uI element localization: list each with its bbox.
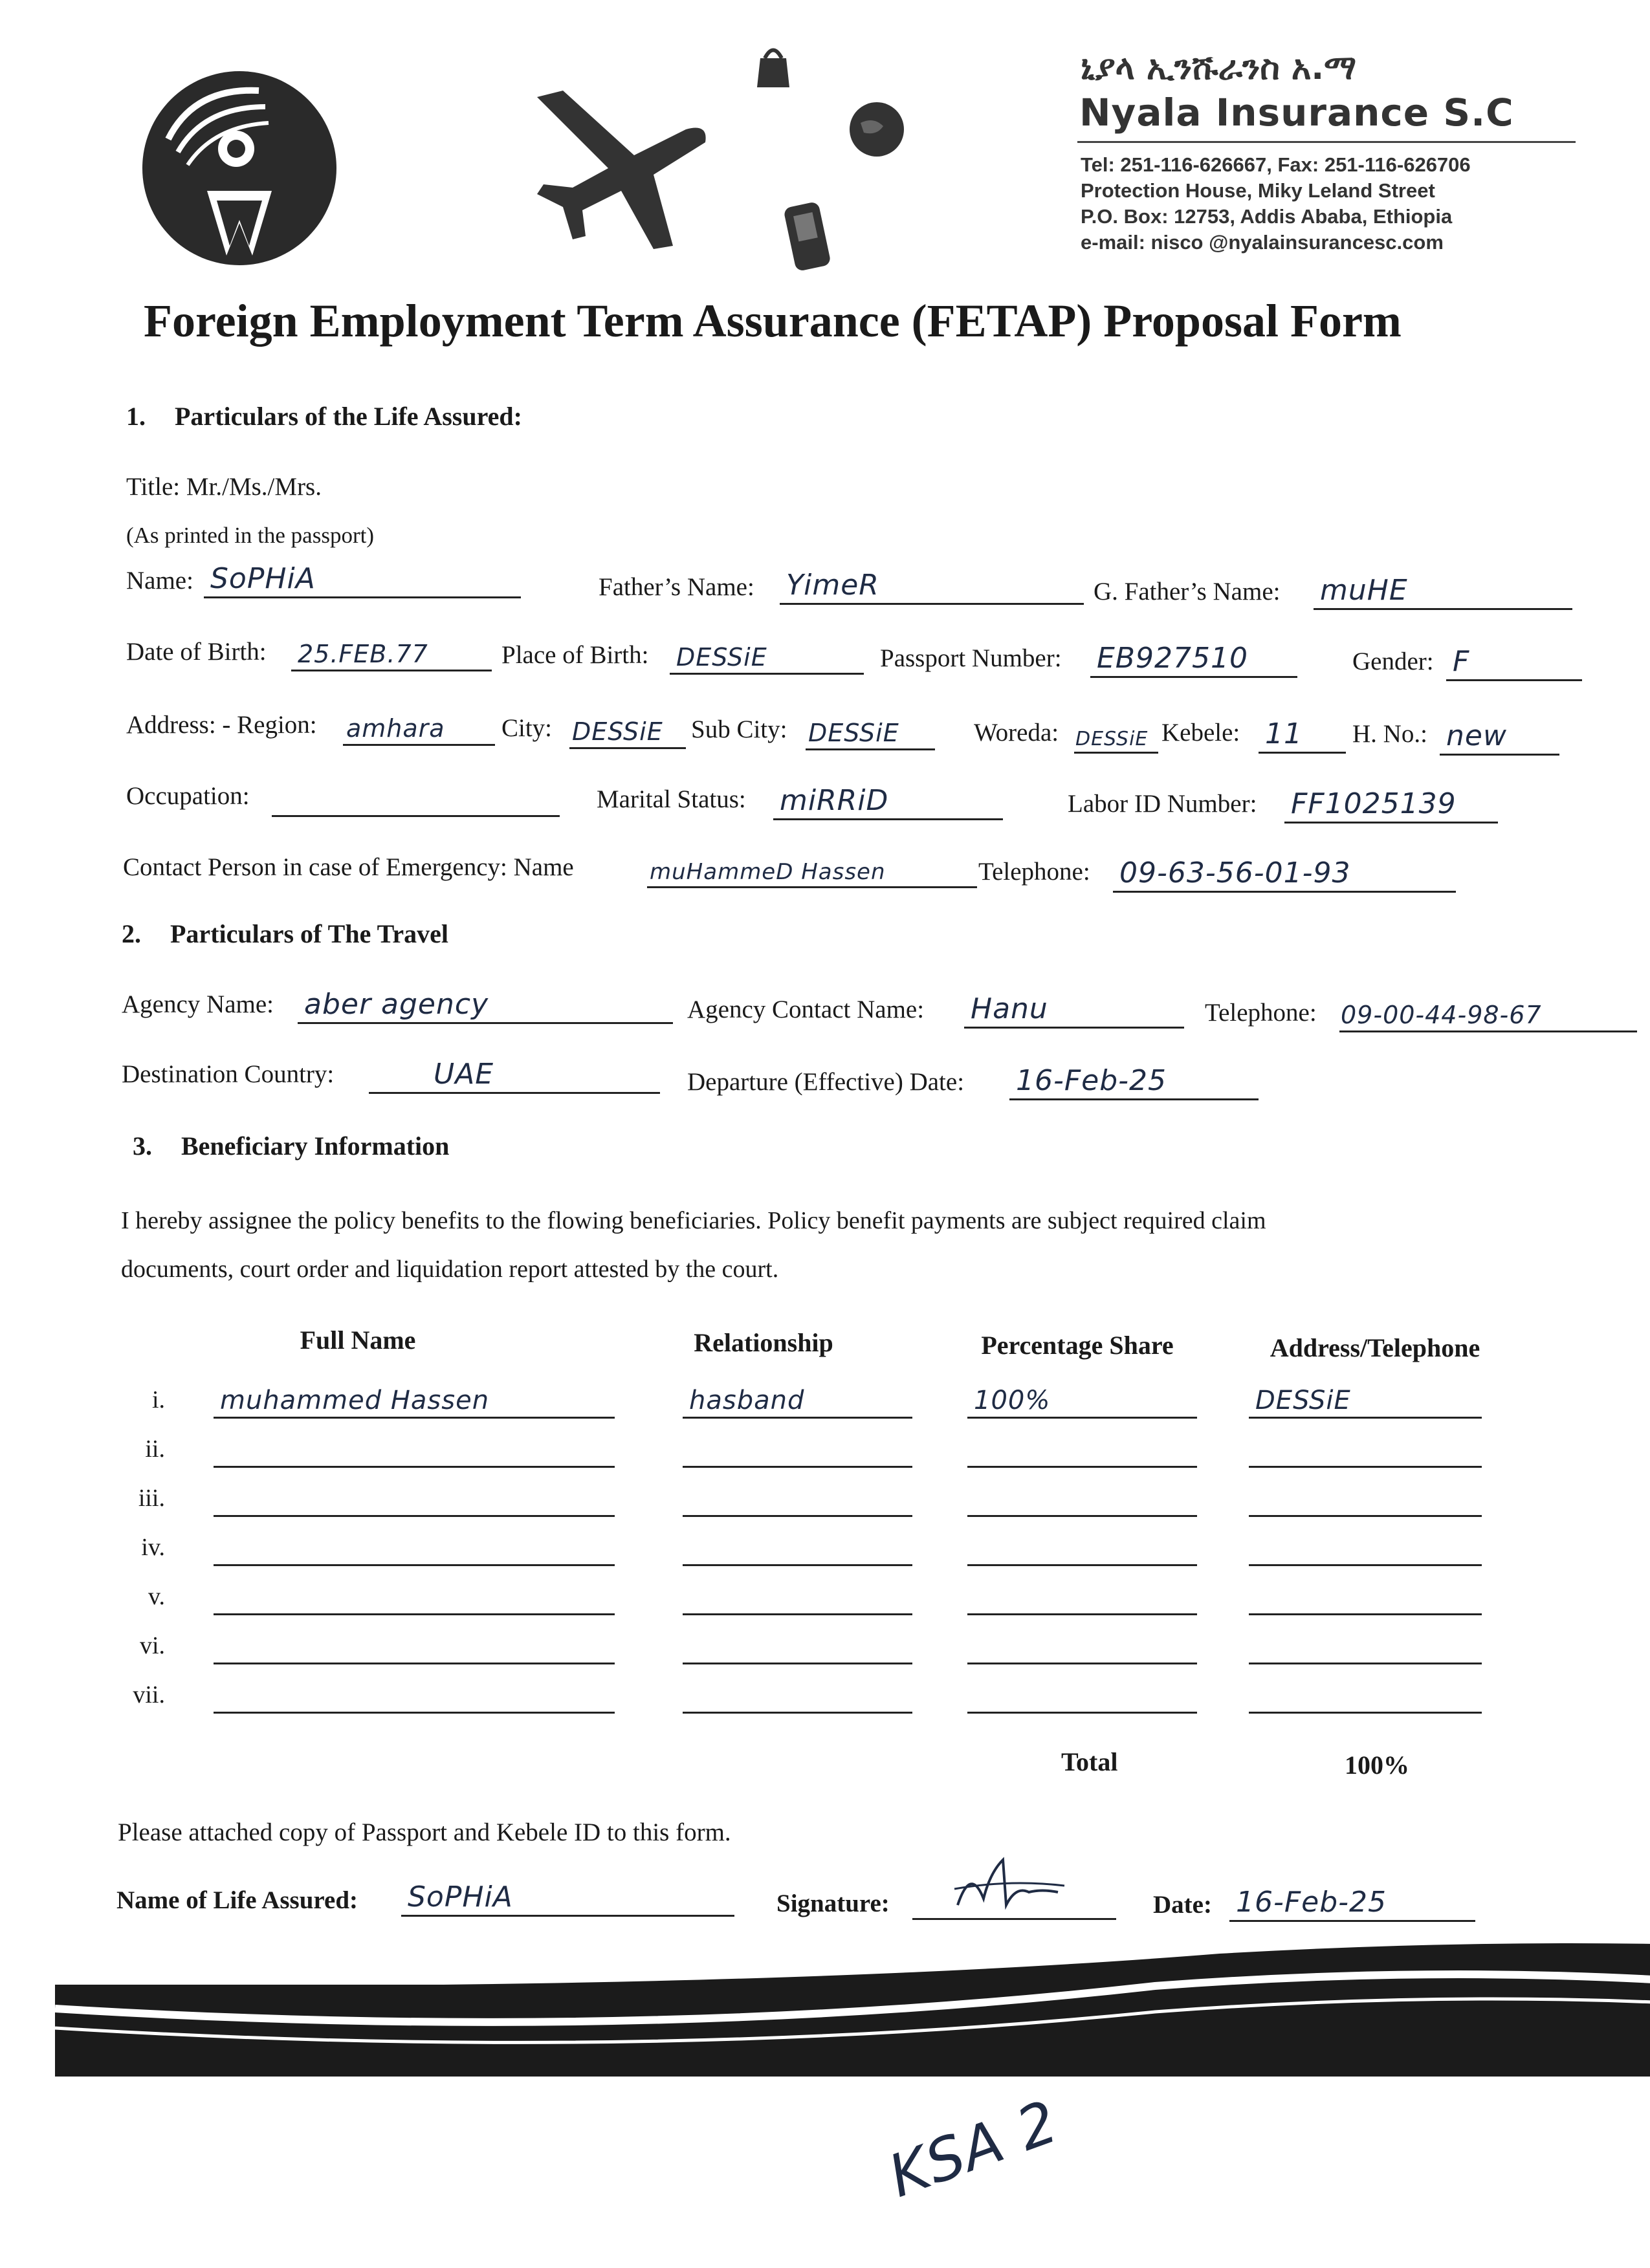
agency-telephone-label: Telephone: (1205, 999, 1317, 1027)
beneficiary-relationship-field[interactable] (683, 1575, 912, 1615)
section1-number: 1. (126, 402, 146, 431)
beneficiary-percentage-share-field[interactable] (967, 1378, 1197, 1419)
agency-contact-value: Hanu (971, 992, 1048, 1025)
marital-field[interactable] (773, 780, 1003, 820)
father-name-value: YimeR (786, 569, 879, 602)
emergency-label: Contact Person in case of Emergency: Name (123, 853, 574, 881)
beneficiary-address-telephone-field[interactable] (1249, 1624, 1482, 1664)
beneficiary-relationship-field[interactable] (683, 1673, 912, 1714)
beneficiary-row-number: ii. (145, 1435, 165, 1463)
labor-id-value: FF1025139 (1291, 787, 1457, 820)
emergency-telephone-field[interactable] (1113, 852, 1456, 893)
woreda-label: Woreda: (974, 719, 1059, 747)
pob-label: Place of Birth: (501, 641, 649, 669)
dob-field[interactable] (291, 631, 492, 671)
pob-value: DESSiE (676, 643, 767, 671)
column-header-address: Address/Telephone (1270, 1333, 1480, 1362)
beneficiary-row-number: iv. (141, 1534, 165, 1561)
agency-contact-field[interactable] (964, 988, 1184, 1029)
emergency-telephone-value: 09-63-56-01-93 (1119, 856, 1351, 889)
kebele-value: 11 (1265, 717, 1303, 750)
life-assured-label: Name of Life Assured: (116, 1886, 358, 1914)
departure-value: 16-Feb-25 (1016, 1064, 1167, 1097)
signature-mark (945, 1853, 1074, 1918)
beneficiary-percentage-share-field[interactable] (967, 1525, 1197, 1566)
total-value: 100% (1345, 1750, 1409, 1780)
destination-label: Destination Country: (122, 1060, 335, 1088)
section2-heading: Particulars of The Travel (170, 919, 448, 948)
form-title: Foreign Employment Term Assurance (FETAP) Proposal Form (144, 295, 1402, 347)
labor-id-field[interactable] (1284, 783, 1498, 823)
beneficiary-statement-line2: documents, court order and liquidation report attested by the court. (121, 1256, 779, 1283)
letterhead (0, 0, 1650, 285)
gender-value: F (1453, 645, 1470, 678)
beneficiary-row-number: vi. (139, 1632, 165, 1659)
kebele-field[interactable] (1259, 713, 1346, 754)
beneficiary-full-name-field[interactable] (214, 1525, 615, 1566)
beneficiary-address-telephone-field[interactable] (1249, 1378, 1482, 1419)
airplane-icon (524, 71, 718, 252)
passport-field[interactable] (1090, 637, 1297, 678)
beneficiary-full-name-field[interactable] (214, 1476, 615, 1517)
beneficiary-full-name-field[interactable] (214, 1624, 615, 1664)
name-field[interactable] (204, 558, 521, 598)
beneficiary-row-number: iii. (138, 1485, 165, 1512)
date-field[interactable] (1229, 1881, 1475, 1922)
beneficiary-full-name-field[interactable] (214, 1673, 615, 1714)
signature-field[interactable] (912, 1879, 1116, 1920)
beneficiary-statement-line1: I hereby assignee the policy benefits to the flowing beneficiaries. Policy benefit payments are subject required claim (121, 1207, 1266, 1234)
gfather-name-label: G. Father’s Name: (1094, 578, 1281, 605)
total-label: Total (1061, 1747, 1118, 1776)
company-email: e-mail: nisco @nyalainsurancesc.com (1081, 231, 1444, 254)
date-label: Date: (1153, 1891, 1212, 1919)
life-assured-field[interactable] (401, 1876, 734, 1917)
section3-number: 3. (133, 1131, 152, 1161)
region-field[interactable] (343, 705, 495, 746)
hno-label: H. No.: (1352, 720, 1427, 748)
city-field[interactable] (569, 708, 686, 749)
beneficiary-address-telephone-value: DESSiE (1255, 1386, 1351, 1415)
title-label: Title: Mr./Ms./Mrs. (126, 473, 322, 501)
gender-label: Gender: (1352, 648, 1434, 675)
departure-label: Departure (Effective) Date: (687, 1068, 965, 1096)
occupation-label: Occupation: (126, 782, 250, 810)
passport-value: EB927510 (1097, 642, 1248, 675)
beneficiary-relationship-field[interactable] (683, 1525, 912, 1566)
city-label: City: (501, 714, 553, 742)
beneficiary-full-name-field[interactable] (214, 1378, 615, 1419)
beneficiary-percentage-share-field[interactable] (967, 1427, 1197, 1468)
gender-field[interactable] (1446, 640, 1582, 681)
company-tel-fax: Tel: 251-116-626667, Fax: 251-116-626706 (1081, 153, 1471, 176)
destination-value: UAE (434, 1058, 494, 1091)
woreda-value: DESSiE (1075, 728, 1149, 750)
father-name-field[interactable] (780, 564, 1084, 605)
section1-heading: Particulars of the Life Assured: (175, 402, 522, 431)
company-address: Protection House, Miky Leland Street (1081, 179, 1435, 202)
name-label: Name: (126, 567, 193, 594)
passport-label: Passport Number: (880, 644, 1062, 672)
signature-label: Signature: (776, 1890, 890, 1917)
beneficiary-full-name-field[interactable] (214, 1427, 615, 1468)
beneficiary-address-telephone-field[interactable] (1249, 1476, 1482, 1517)
company-name-amharic: ኒያላ ኢንሹራንስ አ.ማ (1081, 49, 1357, 87)
subcity-label: Sub City: (691, 715, 787, 743)
gfather-name-value: muHE (1320, 574, 1408, 607)
beneficiary-address-telephone-field[interactable] (1249, 1525, 1482, 1566)
agency-name-label: Agency Name: (122, 990, 274, 1018)
name-value: SoPHiA (210, 562, 316, 595)
phone-icon (780, 197, 838, 275)
decorative-wave-band (55, 1941, 1650, 2077)
beneficiary-row-number: vii. (133, 1681, 165, 1708)
date-value: 16-Feb-25 (1236, 1886, 1387, 1919)
beneficiary-address-telephone-field[interactable] (1249, 1575, 1482, 1615)
beneficiary-relationship-field[interactable] (683, 1624, 912, 1664)
destination-field[interactable] (369, 1053, 660, 1094)
beneficiary-address-telephone-field[interactable] (1249, 1427, 1482, 1468)
letterhead-rule (1077, 141, 1576, 143)
column-header-relationship: Relationship (694, 1328, 833, 1357)
agency-contact-label: Agency Contact Name: (687, 996, 925, 1023)
beneficiary-full-name-value: muhammed Hassen (220, 1386, 490, 1415)
dob-label: Date of Birth: (126, 638, 267, 666)
kebele-label: Kebele: (1161, 719, 1240, 747)
company-name: Nyala Insurance S.C (1079, 91, 1514, 135)
pob-field[interactable] (670, 634, 864, 675)
beneficiary-percentage-share-value: 100% (974, 1386, 1051, 1415)
father-name-label: Father’s Name: (599, 573, 754, 601)
beneficiary-row-number: i. (151, 1386, 165, 1413)
beneficiary-percentage-share-field[interactable] (967, 1673, 1197, 1714)
emergency-name-value: muHammeD Hassen (650, 859, 886, 885)
passport-note: (As printed in the passport) (126, 523, 374, 548)
labor-id-label: Labor ID Number: (1068, 790, 1257, 818)
section3-heading: Beneficiary Information (181, 1131, 450, 1161)
beneficiary-percentage-share-field[interactable] (967, 1476, 1197, 1517)
subcity-field[interactable] (806, 710, 935, 750)
agency-name-value: aber agency (304, 988, 489, 1021)
dob-value: 25.FEB.77 (298, 640, 428, 668)
life-assured-value: SoPHiA (408, 1881, 513, 1914)
beneficiary-percentage-share-field[interactable] (967, 1575, 1197, 1615)
globe-icon (844, 97, 909, 162)
beneficiary-relationship-value: hasband (689, 1386, 805, 1415)
emergency-telephone-label: Telephone: (978, 858, 1090, 886)
bag-icon (751, 39, 796, 91)
hno-value: new (1446, 719, 1507, 752)
marital-label: Marital Status: (597, 785, 746, 813)
section2-number: 2. (122, 919, 141, 948)
attach-note: Please attached copy of Passport and Kebele ID to this form. (118, 1818, 731, 1846)
agency-telephone-value: 09-00-44-98-67 (1341, 1001, 1542, 1029)
beneficiary-relationship-field[interactable] (683, 1476, 912, 1517)
agency-telephone-field[interactable] (1339, 992, 1637, 1032)
subcity-value: DESSiE (808, 719, 899, 747)
column-header-full-name: Full Name (300, 1325, 416, 1355)
agency-name-field[interactable] (298, 983, 673, 1024)
occupation-field[interactable] (272, 776, 560, 817)
beneficiary-full-name-field[interactable] (214, 1575, 615, 1615)
emergency-name-field[interactable] (647, 847, 977, 888)
nyala-logo-icon (129, 61, 349, 275)
marital-value: miRRiD (780, 784, 889, 817)
hno-field[interactable] (1440, 715, 1559, 756)
company-pobox: P.O. Box: 12753, Addis Ababa, Ethiopia (1081, 205, 1453, 228)
bottom-handwritten-note: KSA 2 (880, 2088, 1067, 2211)
column-header-percentage: Percentage Share (981, 1331, 1174, 1360)
beneficiary-relationship-field[interactable] (683, 1378, 912, 1419)
gfather-name-field[interactable] (1314, 569, 1572, 610)
city-value: DESSiE (572, 717, 663, 746)
region-value: amhara (346, 714, 445, 743)
beneficiary-percentage-share-field[interactable] (967, 1624, 1197, 1664)
departure-field[interactable] (1009, 1060, 1259, 1100)
beneficiary-relationship-field[interactable] (683, 1427, 912, 1468)
beneficiary-row-number: v. (148, 1583, 165, 1610)
region-label: Address: - Region: (126, 711, 317, 739)
woreda-field[interactable] (1074, 713, 1158, 754)
beneficiary-address-telephone-field[interactable] (1249, 1673, 1482, 1714)
